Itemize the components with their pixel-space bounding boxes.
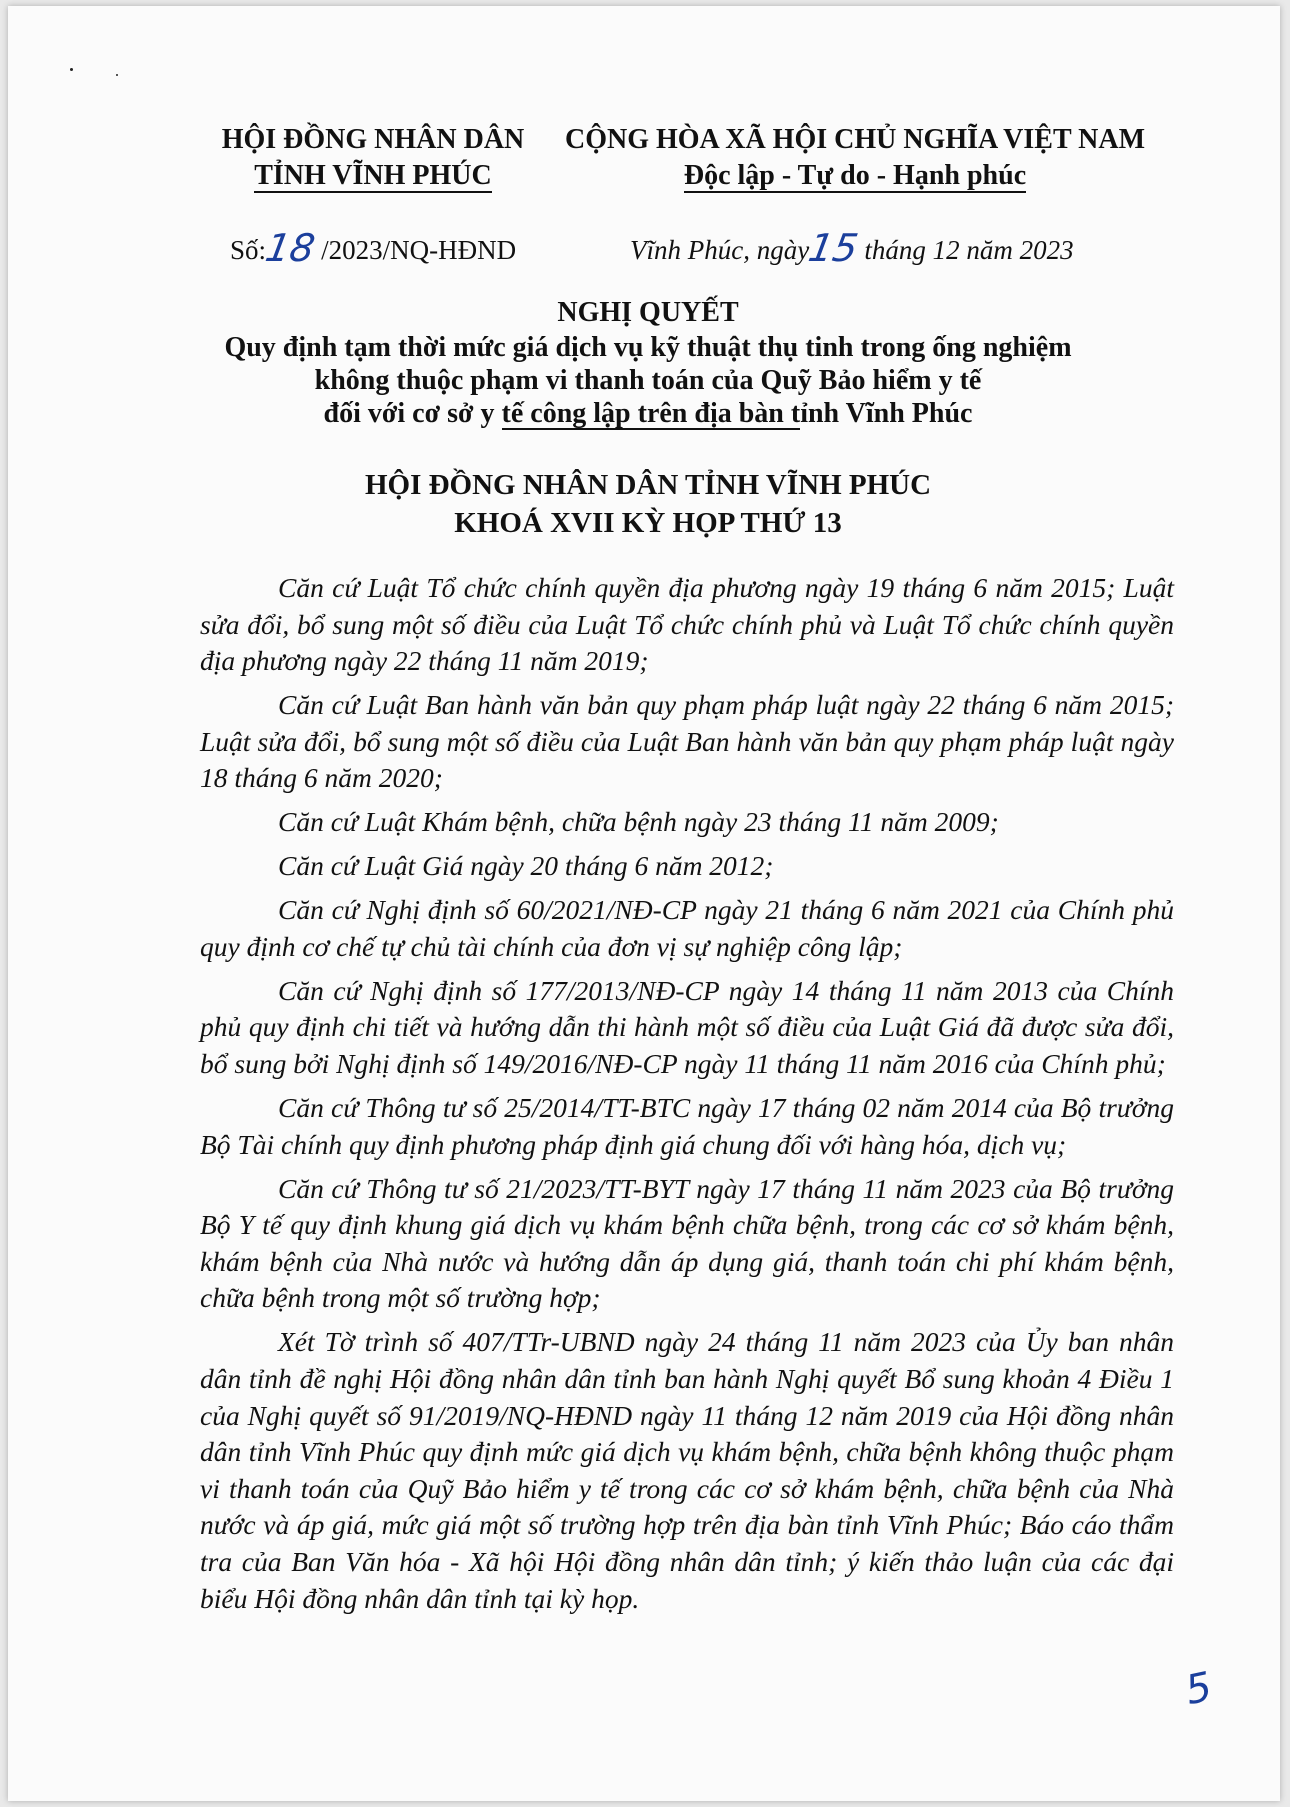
scan-speck xyxy=(116,74,118,76)
doc-number-suffix: /2023/NQ-HĐND xyxy=(314,235,517,265)
legal-basis xyxy=(200,570,1174,1625)
date-suffix: tháng 12 năm 2023 xyxy=(857,235,1074,265)
paragraph: Căn cứ Nghị định số 177/2013/NĐ-CP ngày 14 tháng 11 năm 2013 của Chính phủ quy định chi tiết và hướng dẫn thi hành một số điều của Luật Giá đã được sửa đổi, bổ sung bởi Nghị định số 149/2016/NĐ-CP ngày 11 tháng 11 năm 2016 của Chính phủ; xyxy=(200,974,1174,1080)
paragraph: Căn cứ Luật Khám bệnh, chữa bệnh ngày 23 tháng 11 năm 2009; xyxy=(278,806,999,838)
title-line2: không thuộc phạm vi thanh toán của Quỹ Bảo hiểm y tế xyxy=(314,365,982,396)
doc-number-prefix: Số: xyxy=(230,235,267,265)
paragraph: Căn cứ Nghị định số 60/2021/NĐ-CP ngày 21 tháng 6 năm 2021 của Chính phủ quy định cơ chế tự chủ tài chính của đơn vị sự nghiệp công lập; xyxy=(200,894,1174,962)
paragraph: Căn cứ Luật Tổ chức chính quyền địa phương ngày 19 tháng 6 năm 2015; Luật sửa đổi, bổ sung một số điều của Luật Tổ chức chính phủ và Luật Tổ chức chính quyền địa phương ngày 22 tháng 11 năm 2019; xyxy=(200,572,1174,677)
title-line3-pre: đối với cơ sở y xyxy=(323,398,502,429)
document-date xyxy=(630,226,1074,270)
title-line3-underlined: tế công lập trên địa bàn t xyxy=(501,398,801,429)
title-line3 xyxy=(128,397,1168,430)
issuing-agency xyxy=(208,122,538,194)
paragraph: Căn cứ Luật Ban hành văn bản quy phạm pháp luật ngày 22 tháng 6 năm 2015; Luật sửa đổi, bổ sung một số điều của Luật Ban hành văn bản quy phạm pháp luật ngày 18 tháng 6 năm 2020; xyxy=(200,689,1174,794)
paragraph: Căn cứ Luật Giá ngày 20 tháng 6 năm 2012; xyxy=(278,850,774,882)
agency-line1: HỘI ĐỒNG NHÂN DÂN xyxy=(221,124,525,155)
paragraph: Căn cứ Thông tư số 25/2014/TT-BTC ngày 17 tháng 02 năm 2014 của Bộ trưởng Bộ Tài chính quy định phương pháp định giá chung đối với hàng hóa, dịch vụ; xyxy=(200,1092,1174,1160)
paragraph: Xét Tờ trình số 407/TTr-UBND ngày 24 tháng 11 năm 2023 của Ủy ban nhân dân tỉnh đề nghị Hội đồng nhân dân tỉnh ban hành Nghị quyết Bổ sung khoản 4 Điều 1 của Nghị quyết số 91/2019/NQ-HĐND ngày 11 tháng 12 năm 2019 của Hội đồng nhân dân tỉnh Vĩnh Phúc quy định mức giá dịch vụ khám bệnh, chữa bệnh không thuộc phạm vi thanh toán của Quỹ Bảo hiểm y tế trong các cơ sở khám bệnh, chữa bệnh của Nhà nước và áp giá, mức giá một số trường hợp trên địa bàn tỉnh Vĩnh Phúc; Báo cáo thẩm tra của Ban Văn hóa - Xã hội Hội đồng nhân dân tỉnh; ý kiến thảo luận của các đại biểu Hội đồng nhân dân tỉnh tại kỳ họp. xyxy=(200,1326,1174,1614)
motto-line2: Độc lập - Tự do - Hạnh phúc xyxy=(683,160,1027,191)
title-line3-post: ỉnh Vĩnh Phúc xyxy=(800,398,973,429)
council-line2: KHOÁ XVII KỲ HỌP THỨ 13 xyxy=(454,507,842,539)
document-page xyxy=(8,6,1280,1801)
date-prefix: Vĩnh Phúc, ngày xyxy=(630,235,810,265)
paragraph: Căn cứ Thông tư số 21/2023/TT-BYT ngày 17 tháng 11 năm 2023 của Bộ trưởng Bộ Y tế quy định khung giá dịch vụ khám bệnh chữa bệnh, trong các cơ sở khám bệnh, khám bệnh của Nhà nước và hướng dẫn áp dụng giá, thanh toán chi phí khám bệnh, chữa bệnh trong một số trường hợp; xyxy=(200,1172,1174,1314)
document-number xyxy=(230,226,516,270)
scan-speck xyxy=(70,68,73,71)
handwritten-initial-mark: 5 xyxy=(1181,1663,1216,1715)
title-main: NGHỊ QUYẾT xyxy=(557,297,739,328)
resolution-title xyxy=(128,296,1168,430)
date-day-handwritten: 15 xyxy=(805,226,862,270)
council-heading xyxy=(128,466,1168,542)
title-line1: Quy định tạm thời mức giá dịch vụ kỹ thuật thụ tinh trong ống nghiệm xyxy=(224,332,1072,363)
doc-number-handwritten: 18 xyxy=(262,226,319,270)
agency-line2: TỈNH VĨNH PHÚC xyxy=(254,160,492,191)
national-motto xyxy=(560,122,1150,194)
motto-line1: CỘNG HÒA XÃ HỘI CHỦ NGHĨA VIỆT NAM xyxy=(564,124,1146,155)
council-line1: HỘI ĐỒNG NHÂN DÂN TỈNH VĨNH PHÚC xyxy=(364,469,932,501)
